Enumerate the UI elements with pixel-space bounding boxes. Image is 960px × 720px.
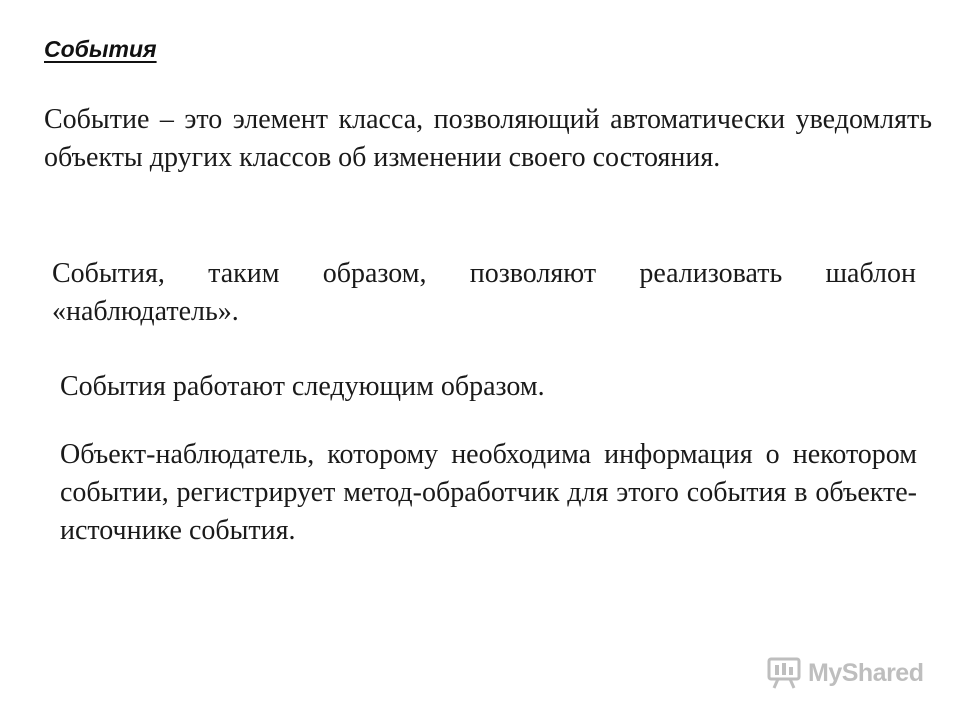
presentation-board-icon: [766, 656, 802, 690]
paragraph-observer-pattern: События, таким образом, позволяют реализовать шаблон «наблюдатель».: [52, 258, 916, 327]
myshared-watermark: [766, 656, 923, 690]
paragraph-observer-registration: Объект-наблюдатель, которому необходима информация о некотором событии, регистрирует метод-обработчик для этого события в объекте-источнике события.: [60, 439, 917, 546]
paragraph-how-events-work: События работают следующим образом.: [60, 371, 545, 402]
slide-title: События: [44, 36, 157, 62]
watermark-text: MyShared: [808, 658, 924, 687]
paragraph-event-definition: Событие – это элемент класса, позволяющий автоматически уведомлять объекты других классов об изменении своего состояния.: [44, 104, 932, 173]
